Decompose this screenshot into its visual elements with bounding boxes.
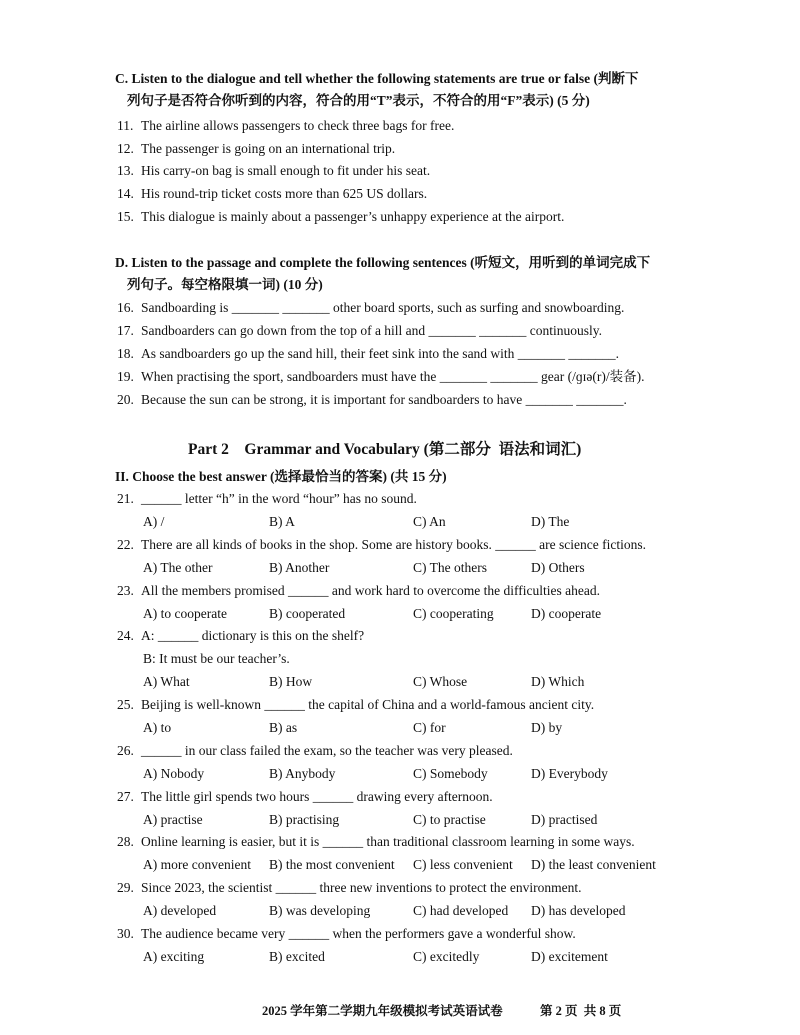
option-c: C) excitedly: [413, 949, 480, 964]
item-text: The audience became very ______ when the performers gave a wonderful show.: [141, 926, 576, 941]
item-number: 11.: [117, 118, 134, 133]
option-c: C) cooperating: [413, 606, 494, 621]
sentence-17: [117, 322, 677, 340]
option-d: D) excitement: [531, 949, 608, 964]
item-text: His carry-on bag is small enough to fit under his seat.: [141, 163, 431, 178]
item-number: 22.: [117, 537, 134, 552]
section-ii-heading: II. Choose the best answer (选择最恰当的答案) (共 15 分): [115, 469, 447, 484]
option-c: C) The others: [413, 560, 487, 575]
sentence-18: [117, 345, 677, 363]
option-a: A) The other: [143, 560, 213, 575]
option-a: A) /: [143, 514, 165, 529]
option-a: A) What: [143, 674, 190, 689]
item-number: 12.: [117, 141, 134, 156]
section-d-heading-line2: 列句子。每空格限填一词) (10 分): [127, 277, 323, 292]
question-25: [117, 696, 677, 714]
item-text: Since 2023, the scientist ______ three new inventions to protect the environment.: [141, 880, 582, 895]
option-b: B) excited: [269, 949, 325, 964]
option-b: B) as: [269, 720, 298, 735]
option-b: B) Anybody: [269, 766, 336, 781]
option-c: C) for: [413, 720, 446, 735]
option-d: D) cooperate: [531, 606, 602, 621]
option-a: A) developed: [143, 903, 217, 918]
item-text: As sandboarders go up the sand hill, their feet sink into the sand with _______ _______.: [141, 346, 620, 361]
option-c: C) Somebody: [413, 766, 488, 781]
section-d-heading-line1: D. Listen to the passage and complete the following sentences (听短文，用听到的单词完成下: [115, 255, 651, 270]
option-c: C) less convenient: [413, 857, 513, 872]
option-a: A) Nobody: [143, 766, 205, 781]
option-b: B) the most convenient: [269, 857, 395, 872]
item-text: The little girl spends two hours ______ drawing every afternoon.: [141, 789, 493, 804]
item-text: Online learning is easier, but it is ______ than traditional classroom learning in some ways.: [141, 834, 635, 849]
option-a: A) practise: [143, 812, 203, 827]
item-number: 27.: [117, 789, 134, 804]
item-number: 23.: [117, 583, 134, 598]
question-22: [117, 536, 677, 554]
option-d: D) The: [531, 514, 570, 529]
option-b: B) Another: [269, 560, 330, 575]
option-d: D) Others: [531, 560, 585, 575]
item-text: Sandboarders can go down from the top of a hill and _______ _______ continuously.: [141, 323, 603, 338]
item-number: 13.: [117, 163, 134, 178]
option-b: B) How: [269, 674, 313, 689]
part-2-title: Part 2 Grammar and Vocabulary (第二部分 语法和词汇): [188, 441, 582, 458]
sentence-20: [117, 391, 677, 409]
option-a: A) more convenient: [143, 857, 251, 872]
question-21: [117, 490, 677, 508]
statement-12: [117, 140, 677, 158]
item-text: The airline allows passengers to check three bags for free.: [141, 118, 455, 133]
item-text: Sandboarding is _______ _______ other board sports, such as surfing and snowboarding.: [141, 300, 625, 315]
item-text: When practising the sport, sandboarders must have the _______ _______ gear (/ɡɪə(r)/装备).: [141, 369, 645, 384]
item-text: This dialogue is mainly about a passenger’s unhappy experience at the airport.: [141, 209, 565, 224]
item-text: The passenger is going on an international trip.: [141, 141, 396, 156]
item-text: His round-trip ticket costs more than 625 US dollars.: [141, 186, 428, 201]
item-number: 19.: [117, 369, 134, 384]
item-text: There are all kinds of books in the shop. Some are history books. ______ are science fictions.: [141, 537, 647, 552]
section-c-heading-line1: C. Listen to the dialogue and tell whether the following statements are true or false (判断下: [115, 71, 639, 86]
option-d: D) by: [531, 720, 563, 735]
question-27: [117, 788, 677, 806]
option-d: D) Everybody: [531, 766, 608, 781]
option-a: A) to: [143, 720, 172, 735]
statement-14: [117, 185, 677, 203]
option-a: A) exciting: [143, 949, 205, 964]
section-d-heading: [115, 252, 675, 296]
option-d: D) practised: [531, 812, 598, 827]
option-b: B) cooperated: [269, 606, 346, 621]
option-d: D) the least convenient: [531, 857, 656, 872]
section-c-heading: [115, 68, 675, 112]
footer-exam-title: 2025 学年第二学期九年级模拟考试英语试卷: [262, 1004, 503, 1018]
question-24: [117, 627, 677, 645]
item-number: 20.: [117, 392, 134, 407]
item-number: 26.: [117, 743, 134, 758]
question-28: [117, 833, 677, 851]
question-23: [117, 582, 677, 600]
question-30: [117, 925, 677, 943]
item-number: 24.: [117, 628, 134, 643]
item-text: Beijing is well-known ______ the capital of China and a world-famous ancient city.: [141, 697, 595, 712]
sentence-16: [117, 299, 677, 317]
option-d: D) Which: [531, 674, 585, 689]
option-c: C) to practise: [413, 812, 486, 827]
item-text: ______ letter “h” in the word “hour” has no sound.: [141, 491, 417, 506]
item-number: 21.: [117, 491, 134, 506]
section-c-heading-line2: 列句子是否符合你听到的内容，符合的用“T”表示，不符合的用“F”表示) (5 分): [127, 93, 590, 108]
statement-15: [117, 208, 677, 226]
question-24-reply: B: It must be our teacher’s.: [143, 651, 290, 666]
item-number: 29.: [117, 880, 134, 895]
item-text: All the members promised ______ and work hard to overcome the difficulties ahead.: [141, 583, 600, 598]
item-number: 30.: [117, 926, 134, 941]
option-c: C) had developed: [413, 903, 509, 918]
statement-11: [117, 117, 677, 135]
option-b: B) was developing: [269, 903, 371, 918]
sentence-19: [117, 368, 677, 386]
footer-page-number: 第 2 页 共 8 页: [540, 1004, 622, 1018]
option-c: C) Whose: [413, 674, 468, 689]
option-d: D) has developed: [531, 903, 626, 918]
item-number: 18.: [117, 346, 134, 361]
item-text: ______ in our class failed the exam, so the teacher was very pleased.: [141, 743, 513, 758]
statement-13: [117, 162, 677, 180]
item-number: 14.: [117, 186, 134, 201]
item-number: 16.: [117, 300, 134, 315]
item-text: A: ______ dictionary is this on the shelf?: [141, 628, 365, 643]
question-29: [117, 879, 677, 897]
item-number: 25.: [117, 697, 134, 712]
question-26: [117, 742, 677, 760]
item-number: 15.: [117, 209, 134, 224]
item-number: 17.: [117, 323, 134, 338]
option-a: A) to cooperate: [143, 606, 227, 621]
option-c: C) An: [413, 514, 446, 529]
option-b: B) practising: [269, 812, 340, 827]
item-text: Because the sun can be strong, it is important for sandboarders to have _______ _______.: [141, 392, 627, 407]
option-b: B) A: [269, 514, 295, 529]
item-number: 28.: [117, 834, 134, 849]
